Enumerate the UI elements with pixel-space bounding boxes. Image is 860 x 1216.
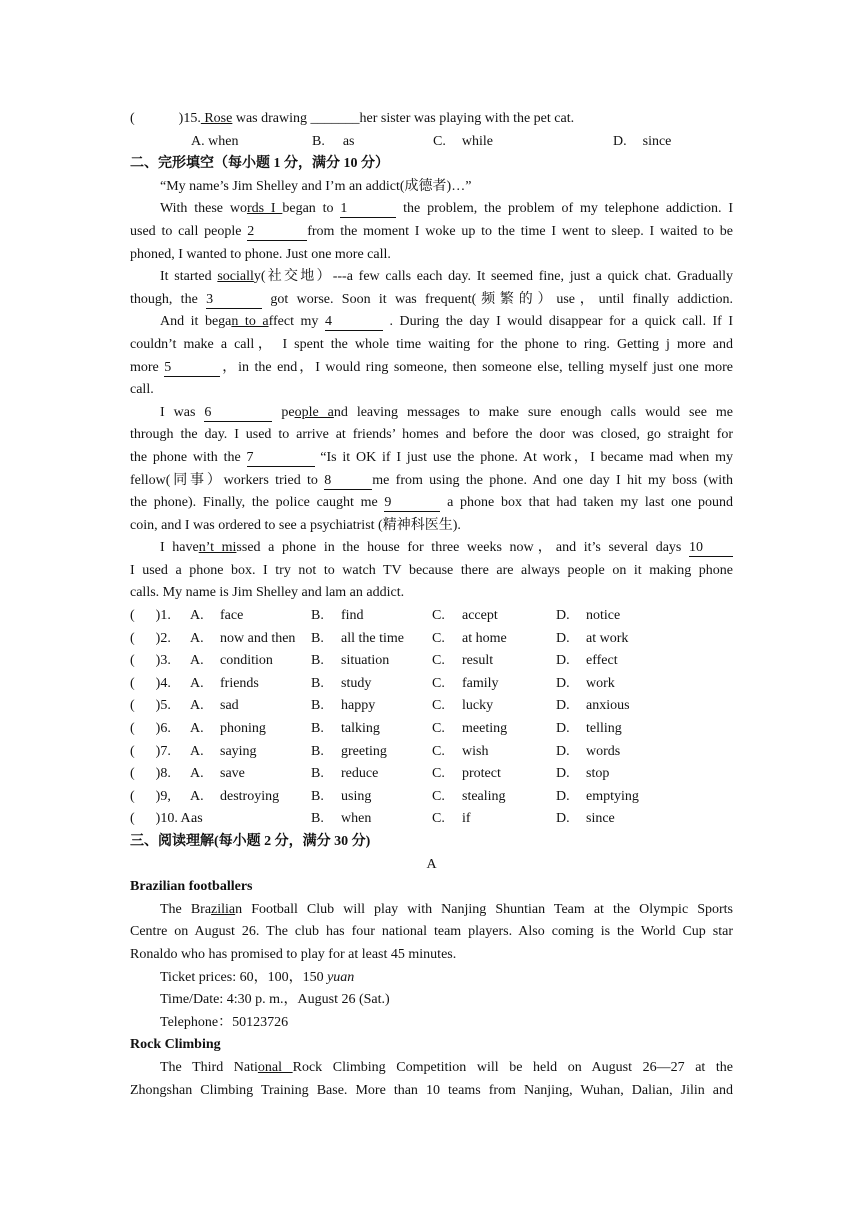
underlined-run: zilia [211, 901, 236, 917]
option-c [432, 763, 556, 786]
passage-line [130, 266, 733, 289]
option-text: at home [462, 630, 507, 646]
text-run: through the day. I used to arrive at friends’ homes and before the door was closed, go straight for [130, 427, 733, 443]
question-number: ( )4. [130, 675, 171, 691]
question-number: ( )3. [130, 653, 171, 669]
option-letter: C. [432, 721, 445, 737]
option-text: happy [341, 698, 376, 714]
option-c [432, 605, 556, 628]
cloze-blank: 3 [206, 292, 262, 309]
option-text: meeting [462, 721, 508, 737]
option-a [190, 808, 311, 831]
option-text: stop [586, 766, 610, 782]
text-run: And it bega [160, 314, 232, 330]
option-letter: C. [432, 788, 445, 804]
text-run: . During the day I would disappear for a quick call. If I [382, 314, 734, 330]
option-letter: B. [311, 788, 324, 804]
passage-line [130, 424, 733, 447]
option-d [556, 673, 733, 696]
text-run: With these wo [160, 201, 247, 217]
option-a [190, 786, 311, 809]
question-number: ( )5. [130, 698, 171, 714]
text-run: couldn’t make a call， I spent the whole time waiting for the phone to ring. Getting j more and [130, 336, 733, 352]
currency-unit: yuan [327, 969, 355, 985]
cloze-blank: 2 [247, 224, 307, 241]
option-text: if [462, 811, 471, 827]
option-text: at work [586, 630, 629, 646]
passage-line [130, 221, 733, 244]
text-run: I used a phone box. I try not to watch TV because there are always people on it making phone [130, 562, 733, 578]
option-text: all the time [341, 630, 404, 646]
exam-page [130, 108, 733, 1102]
option-a [190, 673, 311, 696]
option-b [311, 605, 432, 628]
passage-line [130, 447, 733, 470]
option-letter: A. [190, 630, 204, 646]
option-letter: D. [556, 630, 570, 646]
option-letter: C. [433, 133, 446, 149]
underlined-run: n to a [231, 314, 269, 330]
passage-line [130, 311, 733, 334]
option-letter: A. [190, 675, 204, 691]
cloze-question-row [130, 786, 733, 809]
option-letter: B. [311, 608, 324, 624]
option-text: work [586, 675, 615, 691]
option-text: friends [220, 675, 259, 691]
passage-line [130, 334, 733, 357]
option-letter: D. [556, 698, 570, 714]
event-time: Time/Date: 4:30 p. m.，August 26 (Sat.) [160, 992, 390, 1008]
text-run: the phone with the [130, 449, 247, 465]
passage-line [130, 537, 733, 560]
option-text: words [586, 743, 621, 759]
q15-blank: _______ [310, 111, 360, 126]
option-text: study [341, 675, 372, 691]
option-letter: D. [556, 675, 570, 691]
option-text: family [462, 675, 499, 691]
text-run: ssed a phone in the house for three weeks now，and it’s several days [236, 540, 689, 556]
option-text: now and then [220, 630, 296, 646]
brazil-title: Brazilian footballers [130, 879, 253, 895]
text-run: Ticket prices: 60，100，150 [160, 969, 328, 985]
event-telephone: Telephone：50123726 [160, 1014, 289, 1030]
option-letter: C. [432, 811, 445, 827]
option-letter: C. [432, 698, 445, 714]
passage-line [130, 515, 733, 538]
option-b [311, 695, 432, 718]
question-number: ( )7. [130, 743, 171, 759]
option-b [311, 650, 432, 673]
option-text: lucky [462, 698, 494, 714]
q15-stem-b: her sister was playing with the pet cat. [359, 111, 575, 126]
passage-line [130, 402, 733, 425]
option-letter: D. [556, 653, 570, 669]
option-text: since [642, 133, 672, 149]
option-letter: A. [190, 788, 204, 804]
option-letter: C. [432, 630, 445, 646]
text-run: used to call people [130, 223, 248, 239]
option-c [432, 718, 556, 741]
text-run: fellow(同事）workers tried to [130, 472, 325, 488]
option-letter: B. [312, 133, 325, 149]
option-text: using [341, 788, 372, 804]
option-letter: A. [190, 653, 204, 669]
option-text: while [461, 133, 493, 149]
cloze-question-row [130, 695, 733, 718]
text-run: “My name’s Jim Shelley and I’m an addict(成德者)…” [160, 178, 472, 194]
option-b [311, 808, 432, 831]
option-text: when [208, 133, 239, 149]
option-text: save [220, 766, 245, 782]
option-d [556, 741, 733, 764]
option-text: sad [220, 698, 239, 714]
underlined-run: n’t mi [198, 540, 237, 556]
text-run: the phone). Finally, the police caught me [130, 495, 385, 511]
option-a [190, 741, 311, 764]
option-letter: C. [432, 675, 445, 691]
text-run: y(社交地）---a few calls each day. It seemed fine, just a quick chat. Gradually [253, 269, 733, 285]
option-letter: B. [311, 743, 324, 759]
text-run: from the moment I woke up to the time I went to sleep. I waited to be [307, 223, 733, 239]
section3-heading: 三、阅读理解(每小题 2 分，满分 30 分) [130, 834, 371, 849]
question-number: ( )8. [130, 766, 171, 782]
passage-line [130, 244, 733, 267]
option-text: protect [462, 766, 501, 782]
option-a [190, 650, 311, 673]
passage-line [130, 470, 733, 493]
cloze-question-row [130, 763, 733, 786]
underlined-run: sociall [217, 269, 254, 285]
option-letter: B. [311, 630, 324, 646]
text-run: n Football Club will play with Nanjing Shuntian Team at the Olympic Sports [235, 901, 733, 917]
cloze-blank: 1 [340, 201, 396, 218]
text-run: calls. My name is Jim Shelley and lam an addict. [130, 585, 405, 601]
option-text: condition [220, 653, 273, 669]
text-run: I was [160, 404, 205, 420]
option-letter: C. [432, 608, 445, 624]
passage-line [130, 582, 733, 605]
text-run: Rock Climbing Competition will be held on August 26—27 at the [292, 1059, 733, 1075]
option-c [432, 695, 556, 718]
option-letter: D. [556, 743, 570, 759]
cloze-questions [130, 605, 733, 831]
text-run: a phone box that had taken my last one pound [440, 495, 733, 511]
text-run: pe [272, 404, 295, 420]
q15-options [130, 131, 733, 154]
cloze-question-row [130, 673, 733, 696]
option-text: stealing [462, 788, 506, 804]
option-letter: D. [556, 788, 570, 804]
option-text: greeting [341, 743, 387, 759]
option-letter: D. [556, 721, 570, 737]
question-number: ( )2. [130, 630, 171, 646]
option-a [190, 718, 311, 741]
question-number: ( )9, [130, 788, 171, 804]
passage-line [130, 379, 733, 402]
option-letter: D. [556, 766, 570, 782]
option-letter: A. [190, 608, 204, 624]
option-letter: B. [311, 653, 324, 669]
option-d [556, 763, 733, 786]
passage-line [130, 492, 733, 515]
q15-number: 15. [183, 111, 201, 126]
cloze-question-row [130, 808, 733, 831]
option-letter: D. [556, 608, 570, 624]
q15-stem [130, 108, 733, 131]
question-number: ( )1. [130, 608, 171, 624]
option-b [311, 718, 432, 741]
text-run: coin, and I was ordered to see a psychiatrist (精神科医生). [130, 517, 461, 533]
option-text: as [191, 811, 203, 827]
q15-option-b [312, 131, 433, 154]
question-number: ( )6. [130, 721, 171, 737]
option-text: anxious [586, 698, 630, 714]
reading-part-label: A [426, 856, 437, 872]
cloze-blank: 7 [247, 450, 315, 467]
passage-line [130, 289, 733, 312]
rock-paragraph-line: Zhongshan Climbing Training Base. More than 10 teams from Nanjing, Wuhan, Dalian, Jilin and [130, 1082, 733, 1098]
option-b [311, 741, 432, 764]
section2-heading: 二、完形填空（每小题 1 分，满分 10 分） [130, 156, 389, 172]
option-letter: D. [613, 133, 627, 149]
q15-paren-close: ) [178, 111, 184, 126]
text-run: I have [160, 540, 199, 556]
cloze-blank: 10 [689, 540, 733, 557]
text-run: The Bra [160, 901, 212, 917]
question-number: ( )10. A. [130, 811, 195, 827]
option-letter: B. [311, 698, 324, 714]
brazil-paragraph-line [130, 899, 733, 922]
option-d [556, 650, 733, 673]
text-run: The Third Nati [160, 1059, 258, 1075]
option-a [190, 605, 311, 628]
option-text: situation [341, 653, 390, 669]
option-text: reduce [341, 766, 379, 782]
text-run: call. [130, 382, 154, 398]
option-text: phoning [220, 721, 266, 737]
cloze-blank: 6 [204, 405, 272, 422]
text-run: though, the [130, 291, 207, 307]
brazil-paragraph-line: Ronaldo who has promised to play for at least 45 minutes. [130, 946, 457, 962]
text-run: nd leaving messages to make sure enough calls would see me [333, 404, 733, 420]
option-text: result [462, 653, 494, 669]
option-b [311, 628, 432, 651]
option-text: as [342, 133, 355, 149]
rock-paragraph-line [130, 1057, 733, 1080]
option-text: find [341, 608, 364, 624]
text-run: “Is it OK if I just use the phone. At work，I became mad when my [314, 449, 733, 465]
option-text: face [220, 608, 244, 624]
text-run: the problem, the problem of my telephone addiction. I [396, 201, 733, 217]
option-letter: A. [190, 698, 204, 714]
passage-line [130, 176, 733, 199]
option-b [311, 763, 432, 786]
passage-line [130, 357, 733, 380]
cloze-blank: 4 [325, 314, 383, 331]
option-text: effect [586, 653, 618, 669]
text-run: It started [160, 269, 218, 285]
option-b [311, 786, 432, 809]
underlined-run: rds I [246, 201, 283, 217]
cloze-blank: 5 [164, 360, 220, 377]
cloze-blank: 9 [384, 495, 440, 512]
ticket-prices [130, 967, 733, 990]
option-letter: B. [311, 675, 324, 691]
option-letter: B. [311, 811, 324, 827]
cloze-question-row [130, 718, 733, 741]
option-text: saying [220, 743, 257, 759]
text-run: ，in the end，I would ring someone, then someone else, telling myself just one more [220, 359, 734, 375]
text-run: phoned, I wanted to phone. Just one more call. [130, 246, 391, 262]
cloze-question-row [130, 741, 733, 764]
text-run: more [130, 359, 165, 375]
underlined-run: onal [257, 1059, 293, 1075]
text-run: got worse. Soon it was frequent(频繁的）use，until finally addiction. [262, 291, 733, 307]
option-letter: C. [432, 766, 445, 782]
text-run: began to [282, 201, 341, 217]
option-letter: D. [556, 811, 570, 827]
option-text: telling [586, 721, 622, 737]
option-text: wish [462, 743, 489, 759]
option-text: notice [586, 608, 621, 624]
cloze-question-row [130, 650, 733, 673]
text-run: me from using the phone. And one day I hit my boss (with [372, 472, 733, 488]
option-letter: A. [190, 766, 204, 782]
option-c [432, 741, 556, 764]
brazil-paragraph-line: Centre on August 26. The club has four national team players. Also coming is the World Cup star [130, 924, 733, 940]
option-text: talking [341, 721, 380, 737]
option-d [556, 786, 733, 809]
cloze-question-row [130, 605, 733, 628]
option-a [190, 695, 311, 718]
option-letter: C. [432, 653, 445, 669]
option-letter: A. [190, 721, 204, 737]
q15-subject: Rose [200, 111, 233, 126]
option-c [432, 786, 556, 809]
q15-option-a [191, 131, 312, 154]
cloze-passage [130, 176, 733, 605]
option-letter: B. [311, 766, 324, 782]
option-letter: A. [190, 743, 204, 759]
option-letter: A. [191, 133, 205, 149]
q15-paren: ( [130, 111, 135, 126]
rock-title: Rock Climbing [130, 1037, 221, 1053]
option-d [556, 695, 733, 718]
passage-line [130, 198, 733, 221]
option-text: emptying [586, 788, 639, 804]
option-text: when [341, 811, 372, 827]
option-text: since [586, 811, 615, 827]
option-text: accept [462, 608, 498, 624]
option-b [311, 673, 432, 696]
option-a [190, 628, 311, 651]
cloze-question-row [130, 628, 733, 651]
q15-option-d [613, 131, 733, 154]
underlined-run: ople a [294, 404, 334, 420]
passage-line [130, 560, 733, 583]
option-d [556, 605, 733, 628]
option-letter: B. [311, 721, 324, 737]
option-d [556, 718, 733, 741]
cloze-blank: 8 [324, 473, 372, 490]
text-run: ffect my [268, 314, 325, 330]
option-c [432, 628, 556, 651]
option-text: destroying [220, 788, 280, 804]
option-a [190, 763, 311, 786]
option-d [556, 808, 733, 831]
option-letter: C. [432, 743, 445, 759]
option-c [432, 650, 556, 673]
q15-stem-a: was drawing [232, 111, 311, 126]
option-c [432, 673, 556, 696]
option-d [556, 628, 733, 651]
option-c [432, 808, 556, 831]
q15-option-c [433, 131, 613, 154]
